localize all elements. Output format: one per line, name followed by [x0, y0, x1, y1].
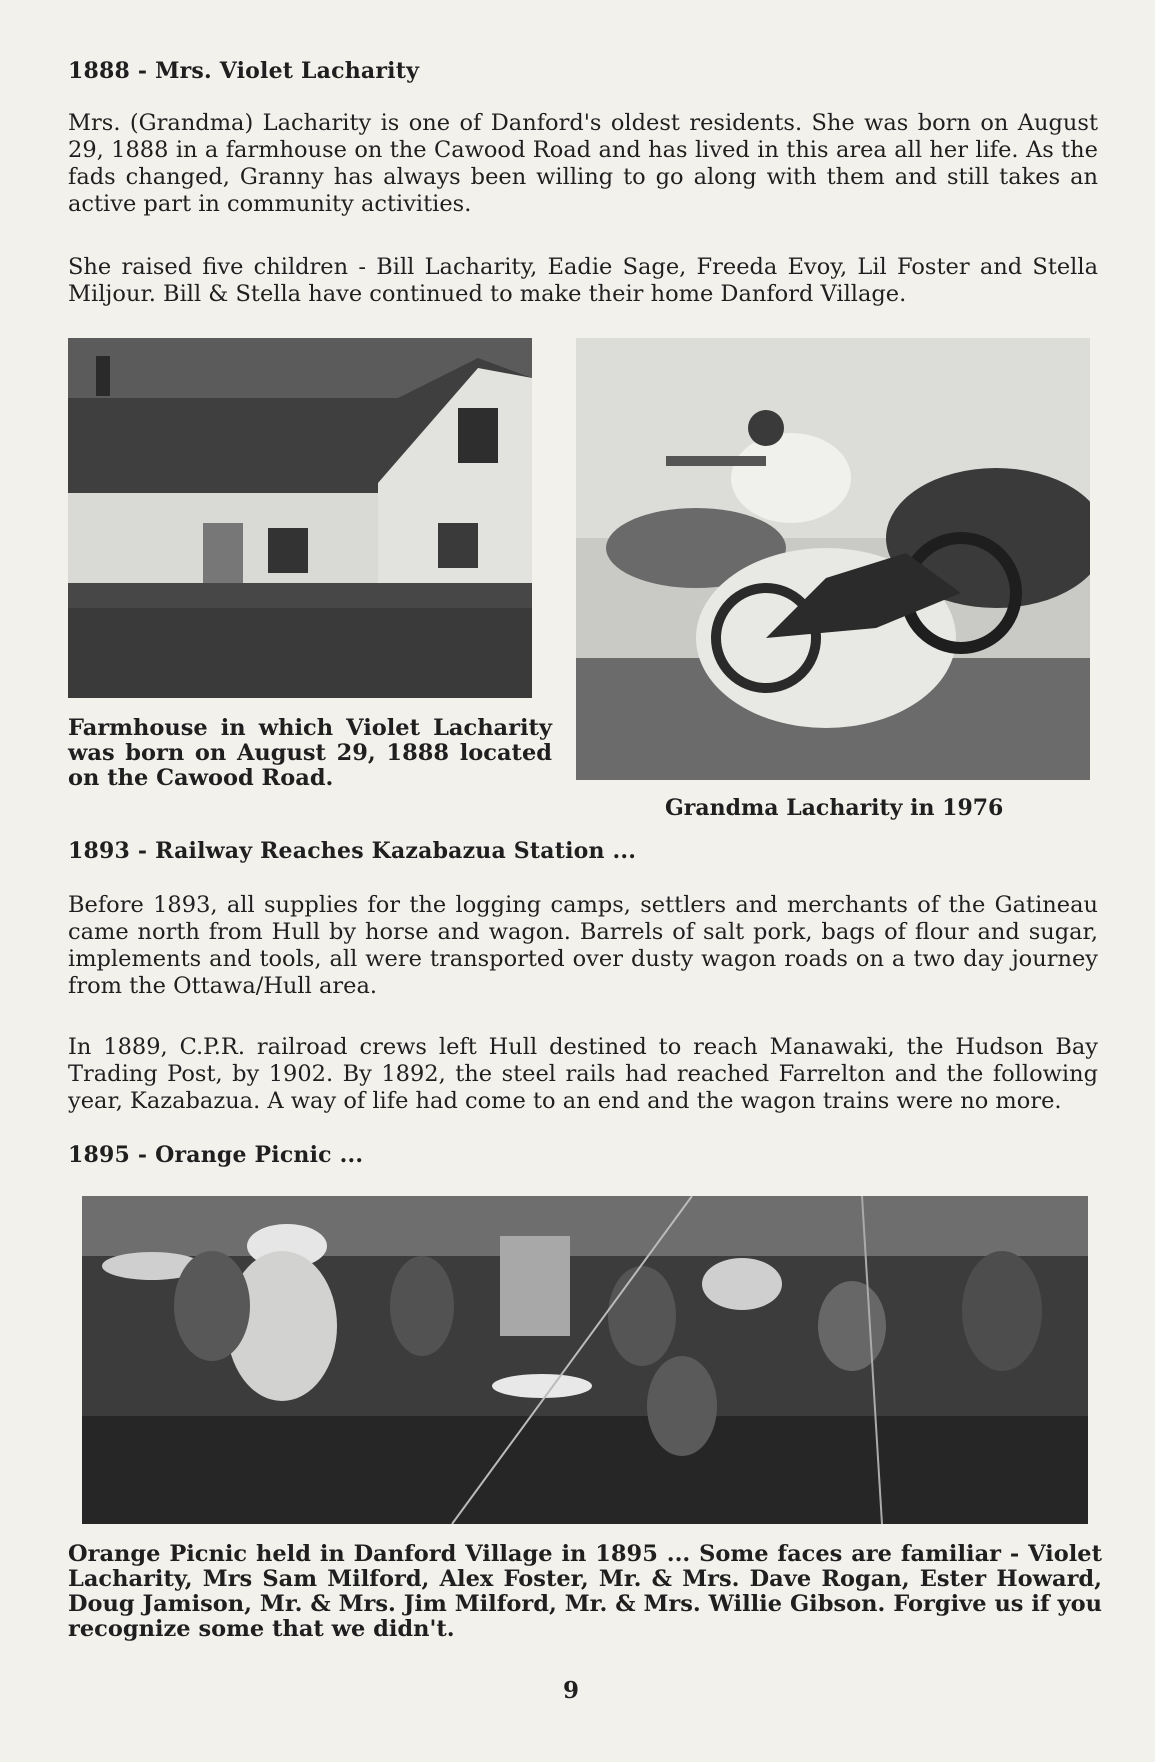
orange-picnic-photo	[82, 1196, 1088, 1524]
motorcycle-caption: Grandma Lacharity in 1976	[665, 795, 1004, 821]
paragraph-railway-crews: In 1889, C.P.R. railroad crews left Hull destined to reach Manawaki, the Hudson Bay Trading Post, by 1902. By 1892, the steel rails had reached Farrelton and the following year, Kazabazua. A way of life had come to an end and the wagon trains were no more.	[68, 1034, 1098, 1114]
section-heading-1893: 1893 - Railway Reaches Kazabazua Station ...	[68, 838, 637, 864]
farmhouse-photo	[68, 338, 532, 698]
farmhouse-caption: Farmhouse in which Violet Lacharity was born on August 29, 1888 located on the Cawood Road.	[68, 715, 552, 791]
section-heading-1895: 1895 - Orange Picnic ...	[68, 1142, 364, 1168]
paragraph-lacharity-children: She raised five children - Bill Lacharity, Eadie Sage, Freeda Evoy, Lil Foster and Stella Miljour. Bill & Stella have continued to make their home Danford Village.	[68, 254, 1098, 307]
paragraph-lacharity-intro: Mrs. (Grandma) Lacharity is one of Danford's oldest residents. She was born on August 29, 1888 in a farmhouse on the Cawood Road and has lived in this area all her life. As the fads changed, Granny has always been willing to go along with them and still takes an active part in community activities.	[68, 110, 1098, 217]
orange-picnic-caption: Orange Picnic held in Danford Village in 1895 ... Some faces are familiar - Violet Lacharity, Mrs Sam Milford, Alex Foster, Mr. & Mrs. Dave Rogan, Ester Howard, Doug Jamison, Mr. & Mrs. Jim Milford, Mr. & Mrs. Willie Gibson. Forgive us if you recognize some that we didn't.	[68, 1541, 1102, 1642]
page-number: 9	[563, 1677, 580, 1704]
paragraph-railway-supplies: Before 1893, all supplies for the logging camps, settlers and merchants of the Gatineau came north from Hull by horse and wagon. Barrels of salt pork, bags of flour and sugar, implements and tools, all were transported over dusty wagon roads on a two day journey from the Ottawa/Hull area.	[68, 892, 1098, 999]
section-heading-1888: 1888 - Mrs. Violet Lacharity	[68, 58, 420, 84]
motorcycle-photo	[576, 338, 1090, 780]
